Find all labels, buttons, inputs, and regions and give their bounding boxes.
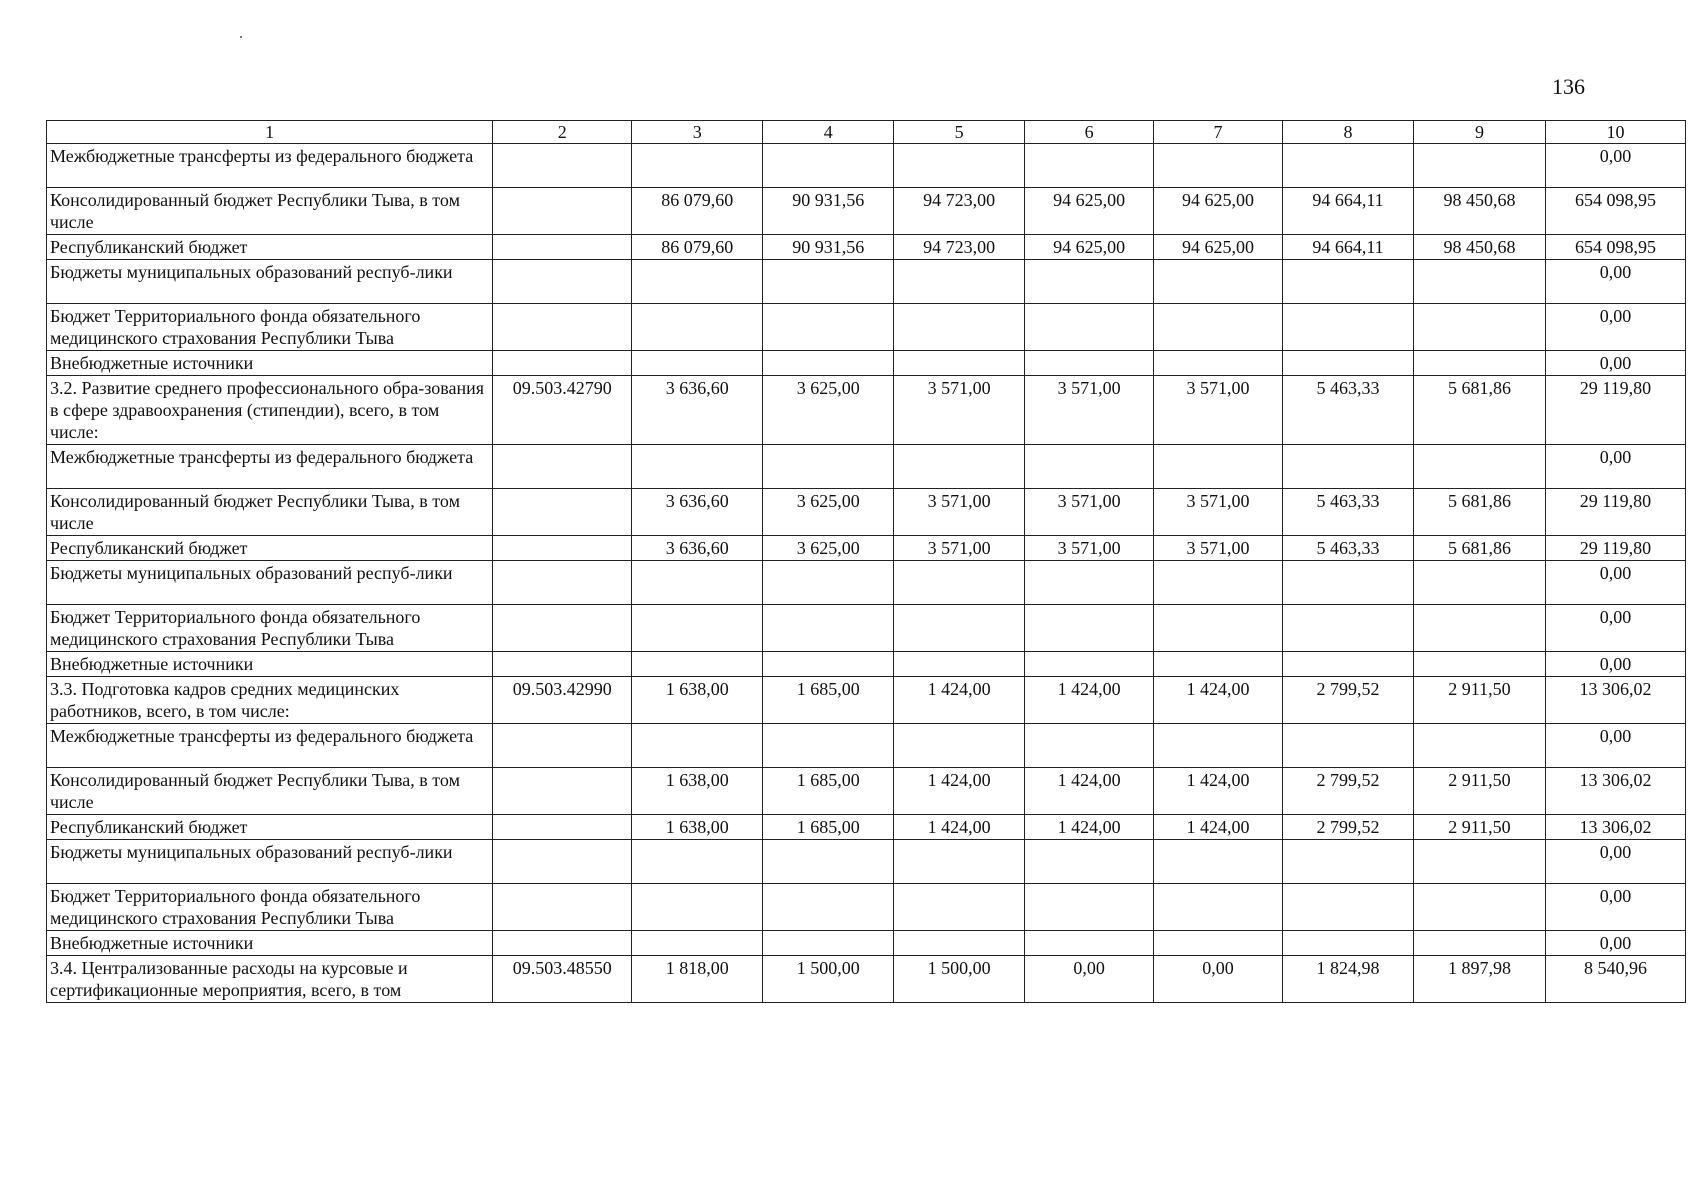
- amount-cell: 94 664,11: [1283, 188, 1414, 235]
- table-row: [47, 445, 1686, 489]
- amount-cell: 3 571,00: [1025, 489, 1154, 536]
- amount-cell: 3 571,00: [894, 536, 1025, 561]
- amount-cell: [763, 884, 894, 931]
- amount-cell: [632, 445, 763, 489]
- row-label: 3.3. Подготовка кадров средних медицинских работников, всего, в том числе:: [47, 677, 493, 724]
- amount-cell: 1 424,00: [1025, 815, 1154, 840]
- table-row: [47, 144, 1686, 188]
- amount-cell: 0,00: [1545, 724, 1685, 768]
- amount-cell: 1 824,98: [1283, 956, 1414, 1003]
- budget-code-cell: [493, 235, 632, 260]
- column-number-1: 1: [47, 121, 493, 144]
- amount-cell: 94 664,11: [1283, 235, 1414, 260]
- amount-cell: 0,00: [1545, 260, 1685, 304]
- amount-cell: 0,00: [1545, 605, 1685, 652]
- amount-cell: [632, 931, 763, 956]
- amount-cell: 1 638,00: [632, 677, 763, 724]
- budget-code-cell: [493, 652, 632, 677]
- amount-cell: 1 638,00: [632, 815, 763, 840]
- amount-cell: 0,00: [1545, 931, 1685, 956]
- amount-cell: [1154, 652, 1283, 677]
- table-row: [47, 931, 1686, 956]
- row-label: Консолидированный бюджет Республики Тыва, в том числе: [47, 188, 493, 235]
- amount-cell: 654 098,95: [1545, 188, 1685, 235]
- amount-cell: 13 306,02: [1545, 815, 1685, 840]
- amount-cell: [894, 884, 1025, 931]
- budget-code-cell: [493, 536, 632, 561]
- amount-cell: [1025, 840, 1154, 884]
- amount-cell: [632, 652, 763, 677]
- amount-cell: [632, 260, 763, 304]
- amount-cell: 94 723,00: [894, 235, 1025, 260]
- amount-cell: [1413, 724, 1545, 768]
- amount-cell: [1283, 605, 1414, 652]
- amount-cell: [1154, 724, 1283, 768]
- budget-code-cell: [493, 724, 632, 768]
- budget-code-cell: [493, 144, 632, 188]
- amount-cell: 94 625,00: [1025, 188, 1154, 235]
- amount-cell: [763, 144, 894, 188]
- column-number-8: 8: [1283, 121, 1414, 144]
- amount-cell: [1025, 652, 1154, 677]
- column-number-5: 5: [894, 121, 1025, 144]
- column-number-7: 7: [1154, 121, 1283, 144]
- table-row: [47, 652, 1686, 677]
- column-number-10: 10: [1545, 121, 1685, 144]
- amount-cell: [1283, 561, 1414, 605]
- amount-cell: [632, 724, 763, 768]
- row-label: Межбюджетные трансферты из федерального бюджета: [47, 144, 493, 188]
- amount-cell: [1154, 884, 1283, 931]
- amount-cell: [1413, 445, 1545, 489]
- amount-cell: 0,00: [1545, 445, 1685, 489]
- budget-code-cell: [493, 884, 632, 931]
- table-row: [47, 840, 1686, 884]
- row-label: Внебюджетные источники: [47, 931, 493, 956]
- amount-cell: 1 424,00: [1025, 677, 1154, 724]
- budget-code-cell: 09.503.42790: [493, 376, 632, 445]
- amount-cell: 1 424,00: [1154, 815, 1283, 840]
- table-row: [47, 724, 1686, 768]
- amount-cell: [1154, 445, 1283, 489]
- table-row: [47, 561, 1686, 605]
- amount-cell: [1025, 884, 1154, 931]
- table-row: [47, 376, 1686, 445]
- amount-cell: [763, 724, 894, 768]
- amount-cell: [1154, 144, 1283, 188]
- amount-cell: 2 799,52: [1283, 677, 1414, 724]
- amount-cell: 2 911,50: [1413, 677, 1545, 724]
- amount-cell: 8 540,96: [1545, 956, 1685, 1003]
- amount-cell: 29 119,80: [1545, 536, 1685, 561]
- budget-code-cell: [493, 605, 632, 652]
- amount-cell: [1413, 884, 1545, 931]
- amount-cell: [763, 561, 894, 605]
- amount-cell: [1283, 652, 1414, 677]
- column-number-3: 3: [632, 121, 763, 144]
- amount-cell: 1 500,00: [894, 956, 1025, 1003]
- table-row: [47, 188, 1686, 235]
- amount-cell: [763, 652, 894, 677]
- amount-cell: [1283, 144, 1414, 188]
- column-number-4: 4: [763, 121, 894, 144]
- amount-cell: 98 450,68: [1413, 235, 1545, 260]
- amount-cell: [1413, 561, 1545, 605]
- row-label: Внебюджетные источники: [47, 652, 493, 677]
- table-row: [47, 768, 1686, 815]
- amount-cell: 1 500,00: [763, 956, 894, 1003]
- amount-cell: 0,00: [1545, 304, 1685, 351]
- amount-cell: [632, 605, 763, 652]
- amount-cell: 3 625,00: [763, 536, 894, 561]
- amount-cell: [894, 840, 1025, 884]
- amount-cell: 3 571,00: [894, 489, 1025, 536]
- table-row: [47, 235, 1686, 260]
- amount-cell: 13 306,02: [1545, 677, 1685, 724]
- budget-code-cell: [493, 188, 632, 235]
- amount-cell: [763, 931, 894, 956]
- amount-cell: [894, 445, 1025, 489]
- amount-cell: 0,00: [1545, 561, 1685, 605]
- amount-cell: 3 571,00: [1025, 376, 1154, 445]
- amount-cell: [1025, 260, 1154, 304]
- amount-cell: 29 119,80: [1545, 489, 1685, 536]
- amount-cell: 94 625,00: [1025, 235, 1154, 260]
- amount-cell: [632, 884, 763, 931]
- budget-code-cell: [493, 489, 632, 536]
- amount-cell: [1413, 304, 1545, 351]
- amount-cell: [632, 351, 763, 376]
- amount-cell: 98 450,68: [1413, 188, 1545, 235]
- amount-cell: 1 685,00: [763, 815, 894, 840]
- budget-code-cell: [493, 260, 632, 304]
- column-number-6: 6: [1025, 121, 1154, 144]
- row-label: Бюджеты муниципальных образований респуб-лики: [47, 840, 493, 884]
- row-label: Бюджет Территориального фонда обязательного медицинского страхования Республики Тыва: [47, 304, 493, 351]
- budget-table: [46, 120, 1686, 1003]
- amount-cell: 94 625,00: [1154, 188, 1283, 235]
- budget-code-cell: [493, 768, 632, 815]
- amount-cell: [894, 144, 1025, 188]
- page-number: 136: [1552, 74, 1585, 99]
- amount-cell: [1154, 260, 1283, 304]
- amount-cell: 1 897,98: [1413, 956, 1545, 1003]
- budget-code-cell: [493, 815, 632, 840]
- amount-cell: 0,00: [1545, 884, 1685, 931]
- amount-cell: 3 625,00: [763, 489, 894, 536]
- row-label: Республиканский бюджет: [47, 235, 493, 260]
- column-number-row: [47, 121, 1686, 144]
- amount-cell: 0,00: [1545, 652, 1685, 677]
- amount-cell: 1 638,00: [632, 768, 763, 815]
- budget-code-cell: 09.503.48550: [493, 956, 632, 1003]
- budget-code-cell: 09.503.42990: [493, 677, 632, 724]
- amount-cell: [763, 840, 894, 884]
- row-label: Республиканский бюджет: [47, 815, 493, 840]
- amount-cell: [1413, 260, 1545, 304]
- amount-cell: 2 911,50: [1413, 815, 1545, 840]
- amount-cell: 13 306,02: [1545, 768, 1685, 815]
- row-label: Бюджет Территориального фонда обязательного медицинского страхования Республики Тыва: [47, 884, 493, 931]
- row-label: 3.4. Централизованные расходы на курсовые и сертификационные мероприятия, всего, в том: [47, 956, 493, 1003]
- amount-cell: 5 463,33: [1283, 489, 1414, 536]
- table-row: [47, 605, 1686, 652]
- amount-cell: [1413, 351, 1545, 376]
- amount-cell: [1025, 351, 1154, 376]
- row-label: Республиканский бюджет: [47, 536, 493, 561]
- amount-cell: [1283, 884, 1414, 931]
- amount-cell: [1025, 561, 1154, 605]
- amount-cell: 29 119,80: [1545, 376, 1685, 445]
- amount-cell: 3 636,60: [632, 536, 763, 561]
- budget-code-cell: [493, 351, 632, 376]
- amount-cell: 1 424,00: [894, 768, 1025, 815]
- amount-cell: 654 098,95: [1545, 235, 1685, 260]
- table-row: [47, 884, 1686, 931]
- row-label: Консолидированный бюджет Республики Тыва, в том числе: [47, 489, 493, 536]
- row-label: Межбюджетные трансферты из федерального бюджета: [47, 724, 493, 768]
- amount-cell: 5 681,86: [1413, 489, 1545, 536]
- amount-cell: 2 799,52: [1283, 815, 1414, 840]
- amount-cell: 0,00: [1025, 956, 1154, 1003]
- amount-cell: [894, 351, 1025, 376]
- amount-cell: [1283, 304, 1414, 351]
- amount-cell: [1413, 605, 1545, 652]
- amount-cell: [894, 652, 1025, 677]
- amount-cell: 0,00: [1545, 840, 1685, 884]
- amount-cell: 1 424,00: [894, 815, 1025, 840]
- amount-cell: [1154, 304, 1283, 351]
- amount-cell: [632, 840, 763, 884]
- amount-cell: 94 723,00: [894, 188, 1025, 235]
- amount-cell: [894, 304, 1025, 351]
- amount-cell: 5 463,33: [1283, 376, 1414, 445]
- amount-cell: [1025, 445, 1154, 489]
- amount-cell: [1025, 605, 1154, 652]
- budget-code-cell: [493, 931, 632, 956]
- amount-cell: [1283, 445, 1414, 489]
- amount-cell: [1413, 652, 1545, 677]
- budget-code-cell: [493, 445, 632, 489]
- amount-cell: [1154, 605, 1283, 652]
- amount-cell: [894, 931, 1025, 956]
- column-number-9: 9: [1413, 121, 1545, 144]
- amount-cell: 86 079,60: [632, 188, 763, 235]
- amount-cell: 1 818,00: [632, 956, 763, 1003]
- amount-cell: [1413, 840, 1545, 884]
- table-row: [47, 956, 1686, 1003]
- amount-cell: 3 636,60: [632, 376, 763, 445]
- amount-cell: 1 424,00: [1025, 768, 1154, 815]
- amount-cell: 5 681,86: [1413, 536, 1545, 561]
- table-row: [47, 677, 1686, 724]
- amount-cell: 0,00: [1545, 351, 1685, 376]
- budget-code-cell: [493, 840, 632, 884]
- amount-cell: [632, 144, 763, 188]
- amount-cell: 1 424,00: [1154, 677, 1283, 724]
- amount-cell: 3 571,00: [1025, 536, 1154, 561]
- row-label: Бюджеты муниципальных образований респуб-лики: [47, 260, 493, 304]
- amount-cell: 3 571,00: [1154, 536, 1283, 561]
- amount-cell: 3 571,00: [894, 376, 1025, 445]
- amount-cell: 1 685,00: [763, 677, 894, 724]
- amount-cell: 2 799,52: [1283, 768, 1414, 815]
- column-number-2: 2: [493, 121, 632, 144]
- row-label: Бюджеты муниципальных образований респуб-лики: [47, 561, 493, 605]
- amount-cell: 2 911,50: [1413, 768, 1545, 815]
- amount-cell: [1283, 351, 1414, 376]
- amount-cell: [763, 351, 894, 376]
- amount-cell: 90 931,56: [763, 188, 894, 235]
- amount-cell: [1283, 724, 1414, 768]
- amount-cell: [1025, 144, 1154, 188]
- amount-cell: [763, 304, 894, 351]
- amount-cell: 86 079,60: [632, 235, 763, 260]
- amount-cell: 94 625,00: [1154, 235, 1283, 260]
- amount-cell: [632, 561, 763, 605]
- row-label: Консолидированный бюджет Республики Тыва, в том числе: [47, 768, 493, 815]
- amount-cell: [894, 605, 1025, 652]
- amount-cell: [1025, 304, 1154, 351]
- table-row: [47, 351, 1686, 376]
- amount-cell: 5 681,86: [1413, 376, 1545, 445]
- amount-cell: 1 424,00: [894, 677, 1025, 724]
- amount-cell: [1154, 931, 1283, 956]
- amount-cell: [763, 605, 894, 652]
- scan-speck: [240, 36, 242, 38]
- amount-cell: 3 636,60: [632, 489, 763, 536]
- amount-cell: 5 463,33: [1283, 536, 1414, 561]
- amount-cell: [1413, 931, 1545, 956]
- amount-cell: [763, 445, 894, 489]
- amount-cell: 90 931,56: [763, 235, 894, 260]
- amount-cell: [1283, 840, 1414, 884]
- table-row: [47, 536, 1686, 561]
- amount-cell: [1413, 144, 1545, 188]
- amount-cell: [1154, 840, 1283, 884]
- amount-cell: [1025, 724, 1154, 768]
- amount-cell: 0,00: [1154, 956, 1283, 1003]
- amount-cell: 0,00: [1545, 144, 1685, 188]
- amount-cell: 1 685,00: [763, 768, 894, 815]
- budget-code-cell: [493, 561, 632, 605]
- amount-cell: [763, 260, 894, 304]
- amount-cell: 1 424,00: [1154, 768, 1283, 815]
- amount-cell: [1025, 931, 1154, 956]
- amount-cell: [1283, 931, 1414, 956]
- row-label: Межбюджетные трансферты из федерального бюджета: [47, 445, 493, 489]
- table-row: [47, 260, 1686, 304]
- amount-cell: 3 571,00: [1154, 489, 1283, 536]
- table-row: [47, 304, 1686, 351]
- amount-cell: [1154, 351, 1283, 376]
- amount-cell: [632, 304, 763, 351]
- amount-cell: 3 625,00: [763, 376, 894, 445]
- row-label: Бюджет Территориального фонда обязательного медицинского страхования Республики Тыва: [47, 605, 493, 652]
- amount-cell: [894, 561, 1025, 605]
- budget-code-cell: [493, 304, 632, 351]
- amount-cell: [894, 260, 1025, 304]
- amount-cell: [1283, 260, 1414, 304]
- row-label: Внебюджетные источники: [47, 351, 493, 376]
- table-row: [47, 489, 1686, 536]
- row-label: 3.2. Развитие среднего профессионального обра-зования в сфере здравоохранения (стипендии), всего, в том числе:: [47, 376, 493, 445]
- table-row: [47, 815, 1686, 840]
- amount-cell: 3 571,00: [1154, 376, 1283, 445]
- amount-cell: [894, 724, 1025, 768]
- amount-cell: [1154, 561, 1283, 605]
